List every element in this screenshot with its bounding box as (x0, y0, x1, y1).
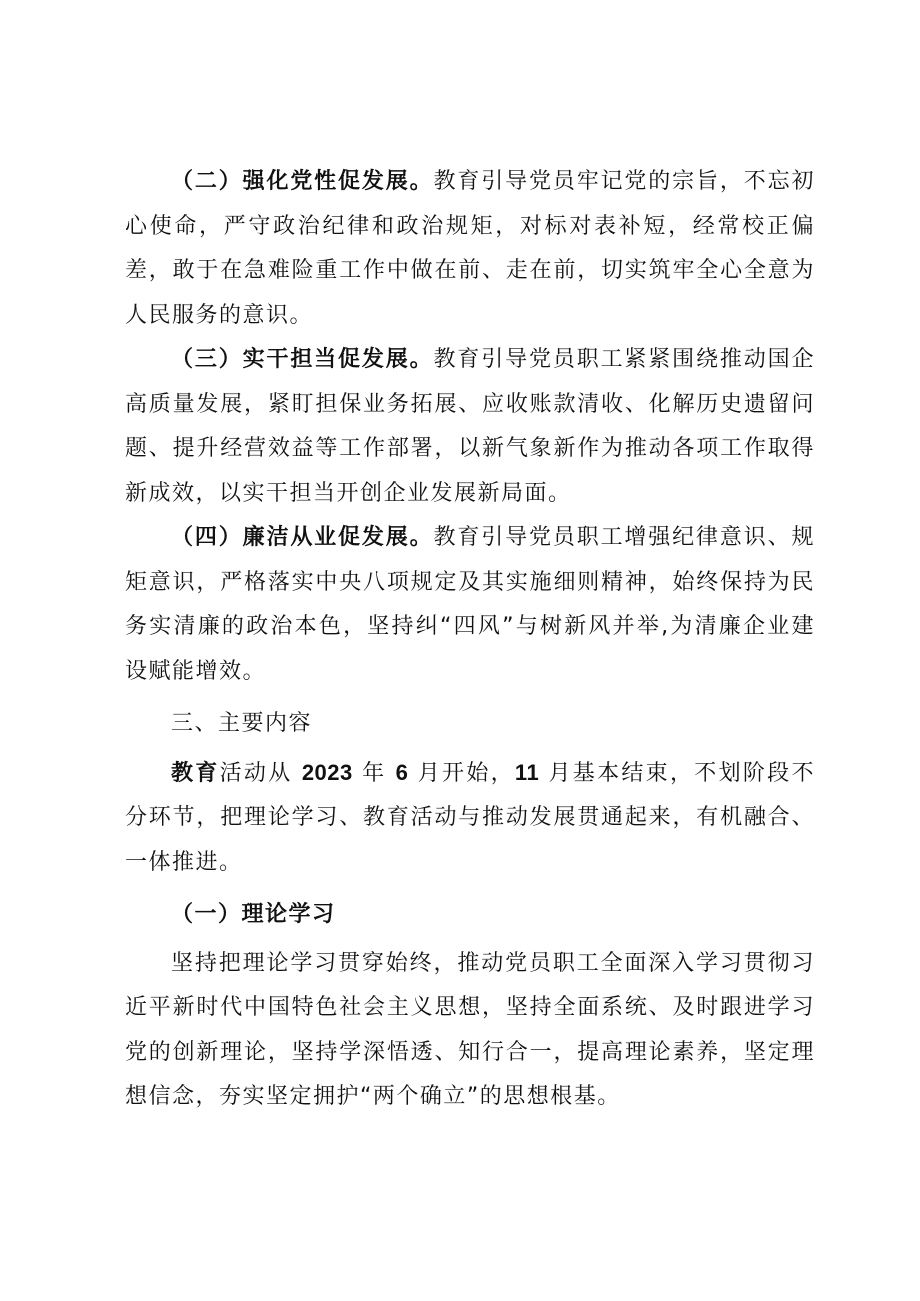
paragraph-theory-study: 坚持把理论学习贯穿始终，推动党员职工全面深入学习贯彻习近平新时代中国特色社会主义思想，坚持全面系统、及时跟进学习党的创新理论，坚持学深悟透、知行合一，提高理论素养，坚定理想信念，夯实坚定拥护“两个确立”的思想根基。 (125, 950, 815, 1109)
document-page (125, 160, 815, 1120)
intro-part1: 活动从 (219, 760, 293, 786)
intro-part4: 月基本结束，不划阶段不分环节，把理论学习、教育活动与推动发展贯通起来，有机融合、一体推进。 (125, 760, 815, 875)
section-heading-main-content: 三、主要内容 (171, 711, 313, 736)
paragraph-body: 教育引导党员职工紧紧围绕推动国企高质量发展，紧盯担保业务拓展、应收账款清收、化解历史遗留问题、提升经营效益等工作部署，以新气象新作为推动各项工作取得新成效，以实干担当开创企业发展新局面。 (125, 347, 815, 506)
intro-part2: 年 (362, 760, 387, 786)
paragraph-lead: （三）实干担当促发展。 (171, 347, 434, 372)
paragraph-activity-intro (125, 751, 815, 886)
paragraph-body: 教育引导党员职工增强纪律意识、规矩意识，严格落实中央八项规定及其实施细则精神，始终保持为民务实清廉的政治本色，坚持纠“四风”与树新风并举,为清廉企业建设赋能增效。 (125, 525, 815, 684)
intro-month-start: 6 (395, 759, 409, 785)
intro-year: 2023 (301, 759, 353, 785)
intro-part3: 月开始， (417, 760, 515, 786)
paragraph-integrity (125, 516, 815, 694)
paragraph-hard-work (125, 338, 815, 516)
paragraph-strengthen-party-spirit (125, 160, 815, 338)
intro-lead: 教育 (171, 760, 220, 786)
subsection-heading-theory-study: （一）理论学习 (171, 902, 336, 927)
paragraph-body: 教育引导党员牢记党的宗旨，不忘初心使命，严守政治纪律和政治规矩，对标对表补短，经常校正偏差，敢于在急难险重工作中做在前、走在前，切实筑牢全心全意为人民服务的意识。 (125, 169, 815, 328)
intro-month-end: 11 (514, 759, 540, 785)
paragraph-lead: （二）强化党性促发展。 (171, 169, 434, 194)
paragraph-lead: （四）廉洁从业促发展。 (171, 525, 434, 550)
